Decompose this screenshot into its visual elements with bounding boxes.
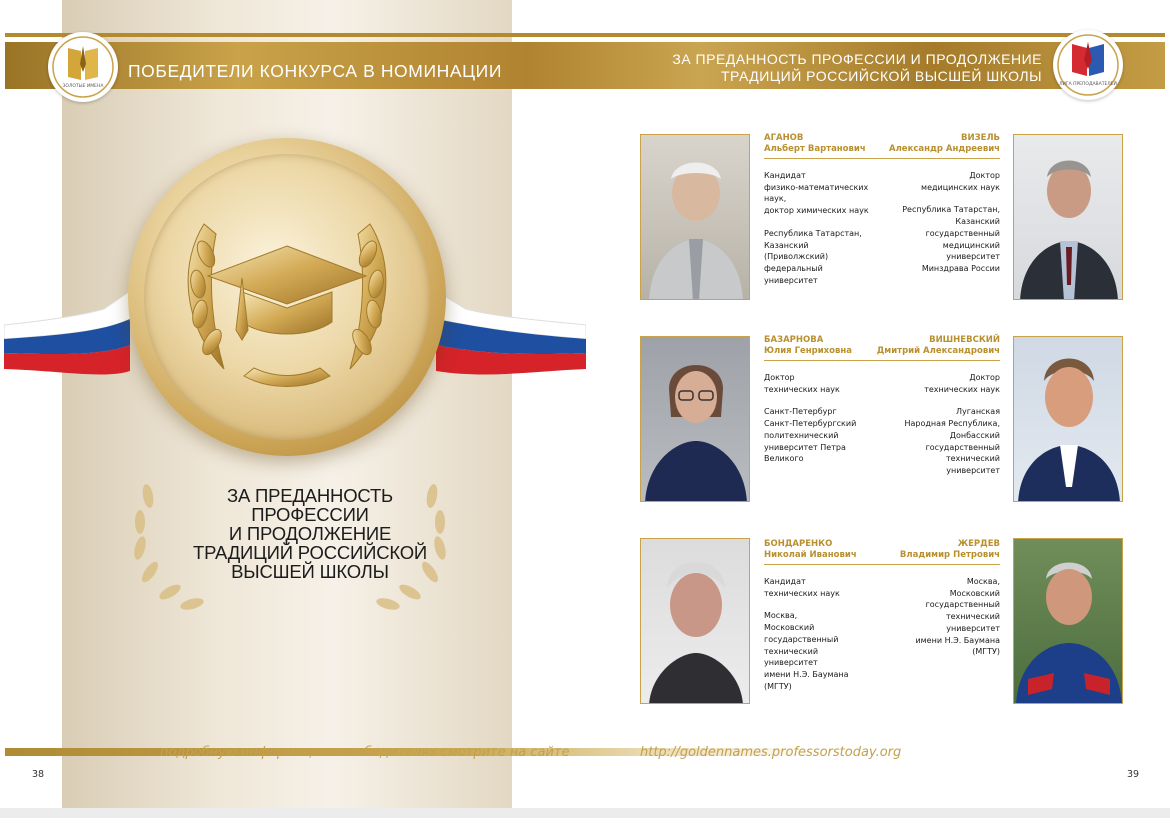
page-number-right: 39: [1127, 769, 1140, 780]
graduation-cap-laurel-icon: [144, 154, 430, 440]
winner-given-name: Альберт Вартанович: [764, 144, 889, 159]
teachers-league-caption: ЛИГА ПРЕПОДАВАТЕЛЕЙ: [1059, 82, 1117, 87]
winner-surname: БАЗАРНОВА: [764, 335, 824, 345]
winner-degree: Кандидат технических наук: [764, 577, 840, 598]
winner-surname: ВИШНЕВСКИЙ: [929, 335, 1000, 345]
nomination-line: ВЫСШЕЙ ШКОЛЫ: [231, 561, 389, 582]
header-right-title-line1: ЗА ПРЕДАННОСТЬ ПРОФЕССИИ И ПРОДОЛЖЕНИЕ: [672, 51, 1042, 67]
winner-degree: Доктор технических наук: [764, 373, 840, 394]
winner-given-name: Юлия Генриховна: [764, 346, 889, 361]
nomination-line: ЗА ПРЕДАННОСТЬ: [227, 485, 393, 506]
portrait-icon: [641, 337, 750, 502]
gold-medal: [128, 138, 446, 456]
winner-entry: [875, 539, 1000, 658]
golden-names-logo: [48, 32, 118, 102]
winner-given-name: Владимир Петрович: [875, 550, 1000, 565]
next-page-edge: [0, 818, 1170, 839]
russian-flag-ribbon-left: [4, 275, 144, 385]
winner-surname: АГАНОВ: [764, 133, 804, 143]
winner-organization: Республика Татарстан, Казанский (Приволжский) федеральный университет: [764, 228, 862, 285]
portrait-icon: [641, 539, 750, 704]
winner-degree: Кандидат физико-математических наук, доктор химических наук: [764, 171, 869, 216]
header-right-title-line2: ТРАДИЦИЙ РОССИЙСКОЙ ВЫСШЕЙ ШКОЛЫ: [721, 68, 1042, 84]
nomination-heading: [150, 486, 470, 581]
winner-entry: [764, 335, 889, 465]
nomination-line: ТРАДИЦИЙ РОССИЙСКОЙ: [192, 542, 428, 563]
winner-surname: ВИЗЕЛЬ: [961, 133, 1000, 143]
winner-surname: БОНДАРЕНКО: [764, 539, 833, 549]
winner-entry: [764, 133, 889, 286]
header-left-title: ПОБЕДИТЕЛИ КОНКУРСА В НОМИНАЦИИ: [128, 61, 503, 81]
nomination-line: ПРОФЕССИИ: [251, 504, 369, 525]
winner-surname: ЖЕРДЕВ: [957, 539, 1000, 549]
winner-organization: Москва, Московский государственный технический университет имени Н.Э. Баумана (МГТУ): [764, 611, 849, 691]
russian-flag-ribbon-right: [436, 275, 586, 385]
winner-given-name: Николай Иванович: [764, 550, 889, 565]
portrait-icon: [641, 135, 750, 300]
page-number-left: 38: [32, 769, 45, 780]
winner-photo: [640, 134, 750, 300]
winner-photo: [1013, 134, 1123, 300]
winner-photo: [640, 336, 750, 502]
winner-organization: Москва, Московский государственный технический университет имени Н.Э. Баумана (МГТУ): [915, 577, 1000, 657]
winner-entry: [764, 539, 889, 692]
winner-photo: [640, 538, 750, 704]
winner-given-name: Дмитрий Александрович: [875, 346, 1000, 361]
winner-degree: Доктор медицинских наук: [921, 171, 1000, 192]
winner-organization: Луганская Народная Республика, Донбасский государственный технический университет: [904, 407, 1000, 475]
footer-website-link[interactable]: http://goldennames.professorstoday.org: [640, 745, 902, 760]
teachers-league-logo: [1053, 30, 1123, 100]
winner-given-name: Александр Андреевич: [875, 144, 1000, 159]
portrait-icon: [1014, 337, 1123, 502]
winner-photo: [1013, 336, 1123, 502]
book-pen-icon: [48, 32, 118, 102]
book-pen-icon: [1053, 30, 1123, 100]
portrait-icon: [1014, 135, 1123, 300]
header-top-line: [5, 33, 1165, 37]
medal-face: [144, 154, 430, 440]
winner-entry: [875, 335, 1000, 477]
page-gap: [0, 808, 1170, 818]
header-right-title: [672, 51, 1042, 85]
portrait-icon: [1014, 539, 1123, 704]
winner-entry: [875, 133, 1000, 275]
nomination-line: И ПРОДОЛЖЕНИЕ: [228, 523, 392, 544]
winner-organization: Санкт-Петербург Санкт-Петербургский политехнический университет Петра Великого: [764, 407, 857, 464]
winner-organization: Республика Татарстан, Казанский государственный медицинский университет Минздрава России: [902, 205, 1000, 273]
golden-names-caption: ЗОЛОТЫЕ ИМЕНА: [62, 84, 104, 89]
footer-info-text: подробную информацию о победителях смотрите на сайте: [160, 745, 570, 760]
winner-degree: Доктор технических наук: [924, 373, 1000, 394]
winner-photo: [1013, 538, 1123, 704]
